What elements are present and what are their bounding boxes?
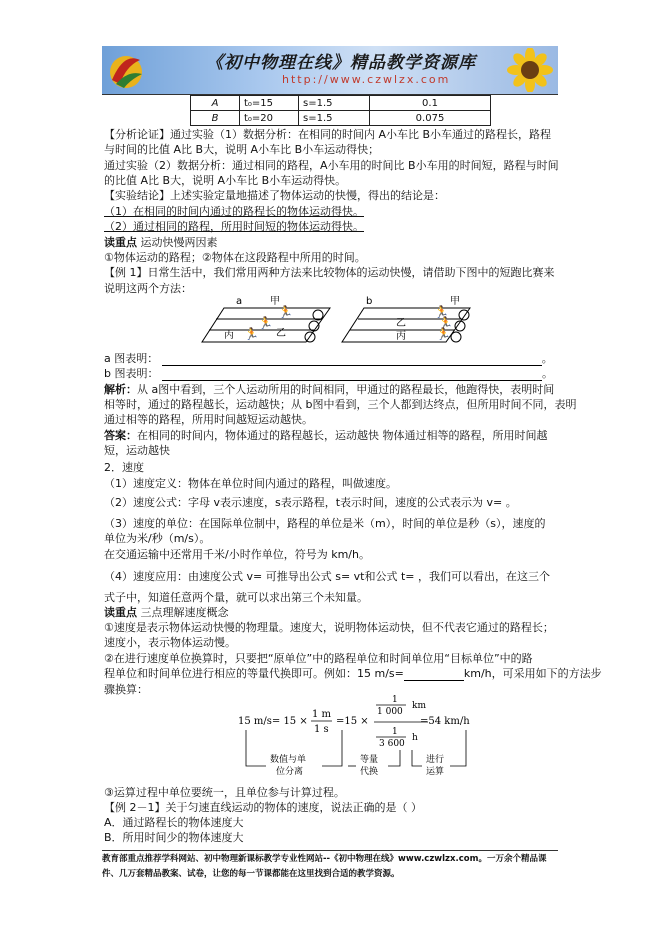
runner-icon: 🏃 <box>434 305 449 319</box>
step-label: 运算 <box>426 767 445 777</box>
conversion-diagram <box>236 692 486 784</box>
fraction-denominator: 1 000 <box>377 707 403 717</box>
footer-line: 教育部重点推荐学科网站、初中物理新课标教学专业性网站--《初中物理在线》www.czwlzx.com。一万余个精品课 <box>102 854 547 864</box>
text-line: 【实验结论】上述实验定量地描述了物体运动的快慢，得出的结论是： <box>104 189 445 202</box>
runner-icon: 🏃 <box>278 305 293 319</box>
table-row <box>191 96 491 111</box>
logo-icon <box>106 50 146 90</box>
label: a 图表明： <box>104 352 159 365</box>
figure-label-b: b <box>366 296 373 307</box>
footer-rule <box>102 850 558 851</box>
table-cell: A <box>191 96 240 111</box>
figure-label-yi: 乙 <box>276 328 286 339</box>
text-line: 在交通运输中还常用千米/小时作单位，符号为 km/h。 <box>104 548 370 561</box>
key: 答案： <box>104 429 137 442</box>
text-line: （2）速度公式：字母 v表示速度，s表示路程，t表示时间，速度的公式表示为 v= 。 <box>104 496 517 509</box>
text-line: 说明这两个方法： <box>104 282 192 295</box>
fraction-denominator: 3 600 <box>379 739 405 749</box>
blank-field[interactable] <box>404 680 464 681</box>
text-line: （1）在相同的时间内通过的路程长的物体运动得快。 <box>104 205 364 218</box>
text-line: 通过相等的路程，所用时间越短运动越快。 <box>104 413 313 426</box>
table-cell: 0.1 <box>370 96 491 111</box>
table-cell: s=1.5 <box>299 111 370 126</box>
data-table <box>190 95 491 126</box>
unit: km <box>412 701 426 711</box>
text-line: ①速度是表示物体运动快慢的物理量。速度大，说明物体运动快，但不代表它通过的路程长； <box>104 621 554 634</box>
figure-label-a: a <box>236 296 243 307</box>
text-line: 【例 1】日常生活中，我们常用两种方法来比较物体的运动快慢，请借助下图中的短跑比赛来 <box>104 266 555 279</box>
text-line <box>104 666 602 681</box>
text-line: 通过实验（2）数据分析：通过相同的路程，A小车用的时间比 B小车用的时间短，路程与时间 <box>104 159 559 172</box>
text-line <box>104 428 548 443</box>
answer-line: b 图表明： 。 <box>104 367 553 380</box>
text-line: （3）速度的单位：在国际单位制中，路程的单位是米（m），时间的单位是秒（s），速度的 <box>104 517 546 530</box>
formula-lhs: 15 m/s= 15 × <box>238 716 308 727</box>
heading-text: 运动快慢两因素 <box>137 236 218 249</box>
race-figure <box>200 296 490 348</box>
table-cell: s=1.5 <box>299 96 370 111</box>
table-row <box>191 111 491 126</box>
text-line: （2）通过相同的路程，所用时间短的物体运动得快。 <box>104 220 364 233</box>
text-line: 式子中，知道任意两个量，就可以求出第三个未知量。 <box>104 591 368 604</box>
text-line: ③运算过程中单位要统一，且单位参与计算过程。 <box>104 786 345 799</box>
heading-key: 读重点 <box>104 236 137 249</box>
text-line: ②在进行速度单位换算时，只要把“原单位”中的路程单位和时间单位用“目标单位”中的路 <box>104 652 533 665</box>
fraction-denominator: 1 s <box>314 724 329 735</box>
header-title: 《初中物理在线》精品教学资源库 <box>206 53 476 73</box>
heading-key: 读重点 <box>104 606 137 619</box>
step-label: 数值与单 <box>270 755 307 765</box>
table-cell: t₀=20 <box>240 111 299 126</box>
runner-icon: 🏃 <box>438 316 453 330</box>
step-label: 等量 <box>360 755 379 765</box>
text-line: ①物体运动的路程；②物体在这段路程中所用的时间。 <box>104 251 366 264</box>
value: 在相同的时间内，物体通过的路程越长，运动越快 物体通过相等的路程，所用时间越 <box>137 429 548 442</box>
formula-result: =54 km/h <box>420 716 470 727</box>
text-line: （1）速度定义：物体在单位时间内通过的路程，叫做速度。 <box>104 477 397 490</box>
option-a: A．通过路程长的物体速度大 <box>104 816 244 829</box>
header-banner <box>102 46 558 94</box>
table-cell: B <box>191 111 240 126</box>
figure-label-bing: 丙 <box>224 330 234 341</box>
blank-field[interactable] <box>162 380 542 381</box>
heading-text: 三点理解速度概念 <box>137 606 229 619</box>
runner-icon: 🏃 <box>258 316 273 330</box>
text-line: 的比值 A比 B大，说明 A小车比 B小车运动得快。 <box>104 174 347 187</box>
footer <box>102 852 546 882</box>
section-heading <box>104 605 229 620</box>
step-label: 进行 <box>426 755 445 765</box>
option-b: B．所用时间少的物体速度大 <box>104 831 244 844</box>
footer-line: 件、几万套精品教案、试卷，让您的每一节课都能在这里找到合适的教学资源。 <box>102 869 400 879</box>
table-cell: t₀=15 <box>240 96 299 111</box>
text: 程单位和时间单位进行相应的等量代换即可。例如：15 m/s= <box>104 667 404 680</box>
text-line: 骤换算： <box>104 683 148 696</box>
unit: h <box>412 733 418 743</box>
answer-line: a 图表明： 。 <box>104 352 553 365</box>
figure-label-yi: 乙 <box>396 318 406 329</box>
text-line: 单位为米/秒（m/s）。 <box>104 532 211 545</box>
text-line <box>104 382 554 397</box>
fraction-numerator: 1 <box>392 695 398 705</box>
header-url[interactable]: http://www.czwlzx.com <box>282 73 451 86</box>
value: 从 a图中看到，三个人运动所用的时间相同，甲通过的路程最长，他跑得快，表明时间 <box>137 383 555 396</box>
text-line: 速度小，表示物体运动慢。 <box>104 636 236 649</box>
fraction-numerator: 1 <box>392 727 398 737</box>
fraction-numerator: 1 m <box>312 709 332 720</box>
text-line: 与时间的比值 A比 B大，说明 A小车比 B小车运动得快； <box>104 143 380 156</box>
table-cell: 0.075 <box>370 111 491 126</box>
figure-label-jia: 甲 <box>270 296 280 307</box>
runner-icon: 🏃 <box>244 327 259 341</box>
text-line: 2．速度 <box>104 461 144 474</box>
key: 解析： <box>104 383 137 396</box>
sunflower-icon <box>502 48 554 92</box>
text-line: （4）速度应用：由速度公式 v= 可推导出公式 s= vt和公式 t= ，我们可以看出，在这三个 <box>104 570 551 583</box>
text-line: 【例 2－1】关于匀速直线运动的物体的速度，说法正确的是（ ） <box>104 801 422 814</box>
label: b 图表明： <box>104 367 159 380</box>
text-line: 短，运动越快 <box>104 444 170 457</box>
formula-eq: =15 × <box>336 716 369 727</box>
runner-icon: 🏃 <box>436 327 451 341</box>
step-label: 位分离 <box>276 767 304 777</box>
text: km/h，可采用如下的方法步 <box>463 667 602 680</box>
step-label: 代换 <box>360 767 379 777</box>
text-line: 相等时，通过的路程越长，运动越快；从 b图中看到，三个人都到达终点，但所用时间不同，表明 <box>104 398 577 411</box>
figure-label-jia: 甲 <box>450 296 460 307</box>
figure-label-bing: 丙 <box>396 331 406 342</box>
section-heading <box>104 235 218 250</box>
text-line: 【分析论证】通过实验（1）数据分析：在相同的时间内 A小车比 B小车通过的路程长，路程 <box>104 128 552 141</box>
